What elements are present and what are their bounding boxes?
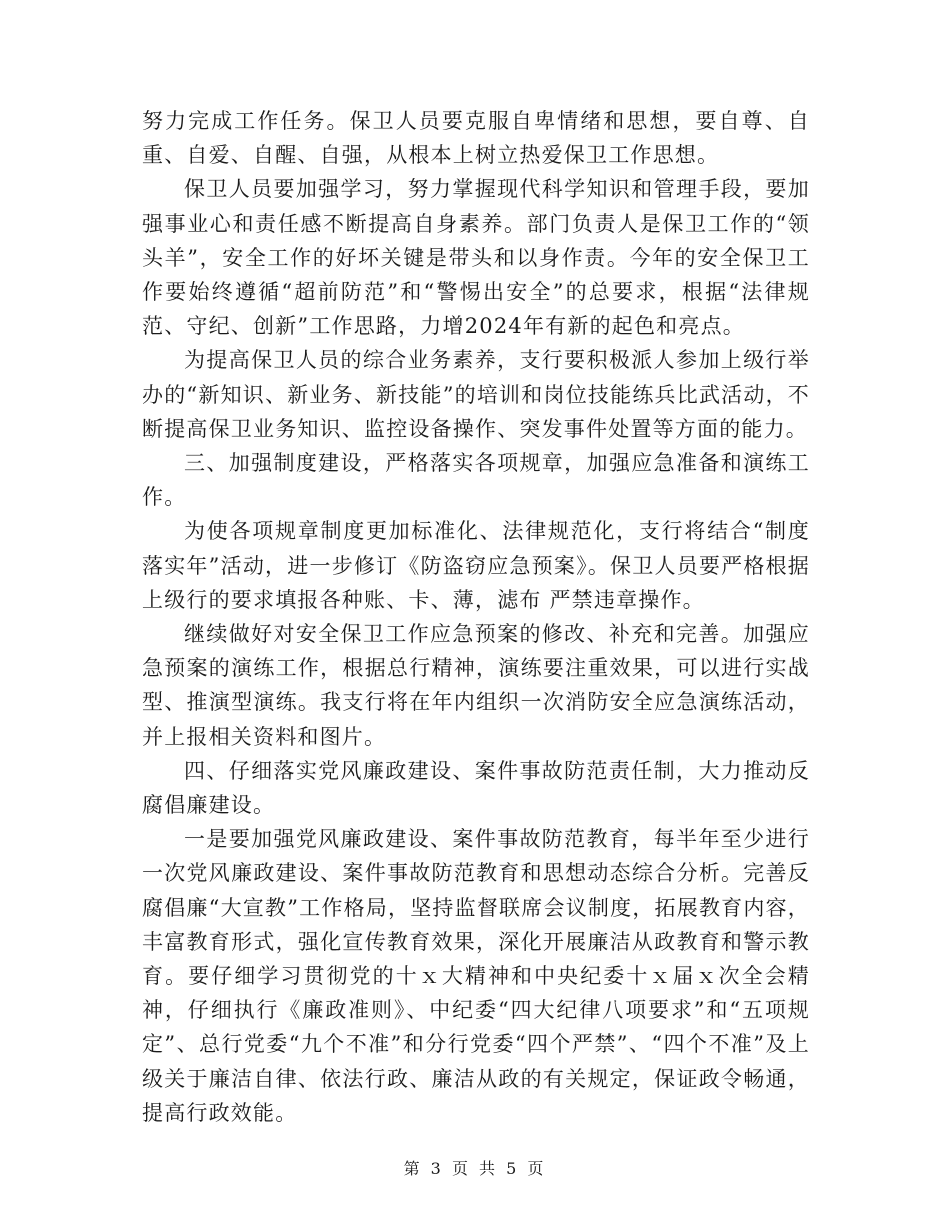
paragraph: 一是要加强党风廉政建设、案件事故防范教育，每半年至少进行一次党风廉政建设、案件事故防范教育和思想动态综合分析。完善反腐倡廉“大宣教”工作格局，坚持监督联席会议制度，拓展教育内容，丰富教育形式，强化宣传教育效果，深化开展廉洁从政教育和警示教育。要仔细学习贯彻党的十ｘ大精神和中央纪委十ｘ届ｘ次全会精神，仔细执行《廉政准则》、中纪委“四大纪律八项要求”和“五项规定”、总行党委“九个不准”和分行党委“四个严禁”、“四个不准”及上级关于廉洁自律、依法行政、廉洁从政的有关规定，保证政令畅通，提高行政效能。: [142, 827, 810, 1125]
paragraph: 保卫人员要加强学习，努力掌握现代科学知识和管理手段，要加强事业心和责任感不断提高自身素养。部门负责人是保卫工作的“领头羊”，安全工作的好坏关键是带头和以身作责。今年的安全保卫工作要始终遵循“超前防范”和“警惕出安全”的总要求，根据“法律规范、守纪、创新”工作思路，力增2024年有新的起色和亮点。: [142, 177, 810, 339]
paragraph: 继续做好对安全保卫工作应急预案的修改、补充和完善。加强应急预案的演练工作，根据总行精神，演练要注重效果，可以进行实战型、推演型演练。我支行将在年内组织一次消防安全应急演练活动，并上报相关资料和图片。: [142, 622, 810, 749]
paragraph-continued: 努力完成工作任务。保卫人员要克服自卑情绪和思想，要自尊、自重、自爱、自醒、自强，从根本上树立热爱保卫工作思想。: [142, 109, 810, 168]
paragraph: 为提高保卫人员的综合业务素养，支行要积极派人参加上级行举办的“新知识、新业务、新技能”的培训和岗位技能练兵比武活动，不断提高保卫业务知识、监控设备操作、突发事件处置等方面的能力。: [142, 348, 810, 441]
section-heading: 四、仔细落实党风廉政建设、案件事故防范责任制，大力推动反腐倡廉建设。: [142, 758, 810, 818]
section-heading: 三、加强制度建设，严格落实各项规章，加强应急准备和演练工作。: [142, 451, 810, 510]
paragraph: 为使各项规章制度更加标准化、法律规范化，支行将结合“制度落实年”活动，进一步修订《防盗窃应急预案》。保卫人员要严格根据上级行的要求填报各种账、卡、薄，滤布 严禁违章操作。: [142, 519, 810, 612]
body-text: [142, 104, 810, 1130]
page-number-footer: 第 3 页 共 5 页: [403, 1159, 547, 1178]
